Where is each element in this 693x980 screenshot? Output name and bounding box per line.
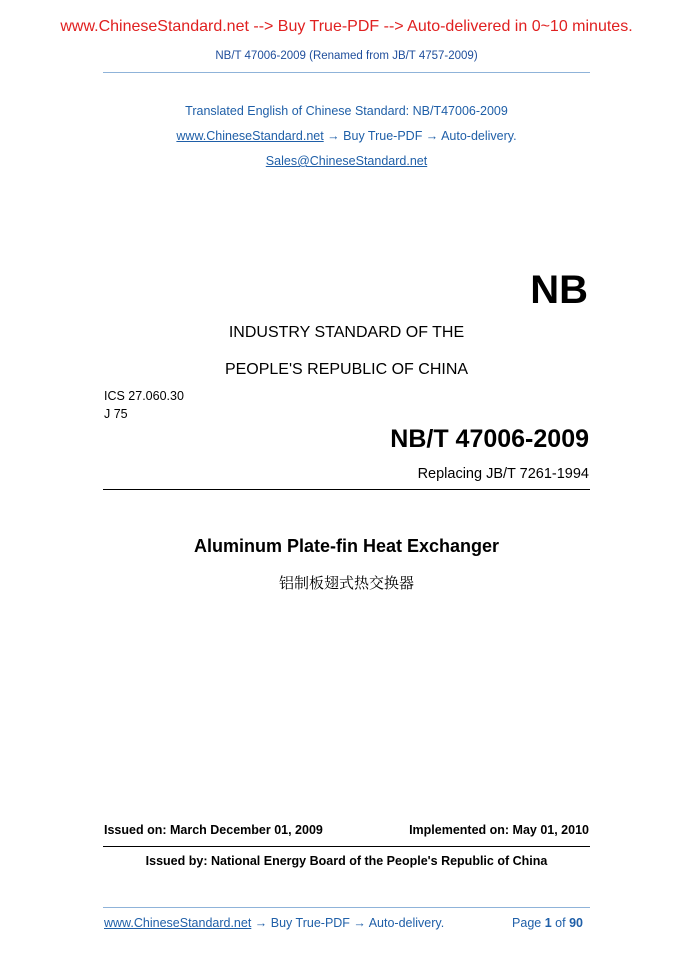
- title-divider: [103, 489, 590, 490]
- sales-email-link[interactable]: Sales@ChineseStandard.net: [265, 154, 428, 168]
- translated-note: Translated English of Chinese Standard: NB/T47006-2009: [185, 104, 508, 118]
- sales-line: [0, 154, 693, 168]
- footer-buy-line: [104, 916, 444, 930]
- page-current: 1: [544, 916, 552, 930]
- industry-line-2: PEOPLE'S REPUBLIC OF CHINA: [224, 361, 469, 378]
- footer-divider: [103, 907, 590, 908]
- title-chinese: 铝制板翅式热交换器: [278, 574, 414, 592]
- replacing-note: Replacing JB/T 7261-1994: [417, 466, 589, 482]
- top-banner[interactable]: www.ChineseStandard.net --> Buy True-PDF --> Auto-delivered in 0~10 minutes.: [60, 18, 633, 35]
- industry-line-1: INDUSTRY STANDARD OF THE: [228, 324, 465, 341]
- issued-on: Issued on: March December 01, 2009: [104, 823, 323, 837]
- page-label: Page: [512, 916, 542, 930]
- ics-code: ICS 27.060.30: [104, 389, 184, 403]
- issued-by: Issued by: National Energy Board of the People's Republic of China: [145, 854, 548, 868]
- page-of: of: [555, 916, 566, 930]
- renamed-note: NB/T 47006-2009 (Renamed from JB/T 4757-2009): [215, 50, 478, 62]
- implemented-on: Implemented on: May 01, 2010: [409, 823, 589, 837]
- header-divider: [103, 72, 590, 73]
- buy-line: [0, 129, 693, 143]
- nb-logo: NB: [530, 268, 588, 312]
- footer-site-link[interactable]: www.ChineseStandard.net: [104, 916, 252, 930]
- ccs-code: J 75: [104, 407, 128, 421]
- standard-number: NB/T 47006-2009: [390, 425, 589, 453]
- title-english: Aluminum Plate-fin Heat Exchanger: [193, 536, 500, 556]
- dates-divider: [103, 846, 590, 847]
- site-link[interactable]: www.ChineseStandard.net: [176, 129, 324, 143]
- buy-text: → Buy True-PDF → Auto-delivery.: [323, 129, 517, 143]
- footer-buy-text: → Buy True-PDF → Auto-delivery.: [251, 916, 445, 930]
- page-indicator: [512, 916, 583, 930]
- page-total: 90: [569, 916, 583, 930]
